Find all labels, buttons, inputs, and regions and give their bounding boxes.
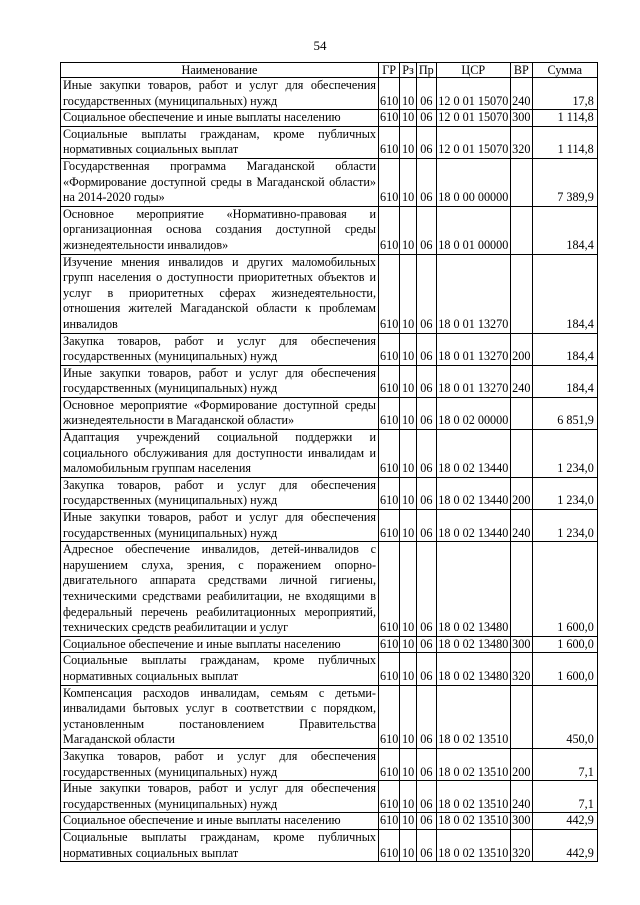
- cell-rz: 10: [400, 636, 417, 653]
- cell-sum: 1 600,0: [532, 653, 597, 685]
- cell-pr: 06: [416, 477, 436, 509]
- cell-vr: 200: [510, 477, 532, 509]
- cell-rz: 10: [400, 126, 417, 158]
- cell-rz: 10: [400, 813, 417, 830]
- table-row: [61, 685, 598, 748]
- cell-rz: 10: [400, 477, 417, 509]
- cell-csr: 18 0 02 13510: [436, 813, 510, 830]
- cell-name: Изучение мнения инвалидов и других маломобильных групп населения о доступности приоритетных объектов и услуг в приоритетных сферах жизнедеятельности, отношения жителей Магаданской области к проблемам инвалидов: [61, 254, 379, 333]
- cell-sum: 7,1: [532, 781, 597, 813]
- cell-name: Иные закупки товаров, работ и услуг для обеспечения государственных (муниципальных) нужд: [61, 78, 379, 110]
- cell-name: Государственная программа Магаданской области «Формирование доступной среды в Магаданской области» на 2014-2020 годы»: [61, 158, 379, 206]
- table-row: [61, 158, 598, 206]
- cell-pr: 06: [416, 78, 436, 110]
- cell-gr: 610: [379, 636, 400, 653]
- cell-gr: 610: [379, 110, 400, 127]
- header-rz: Рз: [400, 63, 417, 78]
- cell-rz: 10: [400, 685, 417, 748]
- cell-vr: 240: [510, 781, 532, 813]
- cell-sum: 450,0: [532, 685, 597, 748]
- cell-csr: 12 0 01 15070: [436, 126, 510, 158]
- cell-pr: 06: [416, 685, 436, 748]
- cell-csr: 18 0 01 13270: [436, 254, 510, 333]
- cell-sum: 1 234,0: [532, 510, 597, 542]
- cell-gr: 610: [379, 158, 400, 206]
- cell-sum: 7,1: [532, 748, 597, 780]
- table-row: [61, 397, 598, 429]
- cell-vr: [510, 254, 532, 333]
- table-row: [61, 477, 598, 509]
- cell-rz: 10: [400, 110, 417, 127]
- cell-pr: 06: [416, 126, 436, 158]
- table-row: [61, 636, 598, 653]
- header-gr: ГР: [379, 63, 400, 78]
- cell-rz: 10: [400, 430, 417, 478]
- cell-csr: 18 0 02 13510: [436, 685, 510, 748]
- table-row: [61, 254, 598, 333]
- cell-rz: 10: [400, 781, 417, 813]
- table-row: [61, 126, 598, 158]
- cell-rz: 10: [400, 653, 417, 685]
- cell-gr: 610: [379, 397, 400, 429]
- cell-rz: 10: [400, 397, 417, 429]
- cell-vr: 300: [510, 813, 532, 830]
- cell-vr: [510, 206, 532, 254]
- cell-rz: 10: [400, 542, 417, 637]
- cell-name: Иные закупки товаров, работ и услуг для обеспечения государственных (муниципальных) нужд: [61, 365, 379, 397]
- cell-rz: 10: [400, 254, 417, 333]
- cell-vr: 320: [510, 829, 532, 861]
- cell-csr: 12 0 01 15070: [436, 110, 510, 127]
- cell-rz: 10: [400, 748, 417, 780]
- cell-csr: 18 0 01 13270: [436, 333, 510, 365]
- cell-csr: 18 0 02 13480: [436, 542, 510, 637]
- cell-rz: 10: [400, 158, 417, 206]
- cell-pr: 06: [416, 781, 436, 813]
- cell-gr: 610: [379, 126, 400, 158]
- cell-csr: 12 0 01 15070: [436, 78, 510, 110]
- cell-vr: [510, 158, 532, 206]
- cell-gr: 610: [379, 365, 400, 397]
- table-row: [61, 813, 598, 830]
- cell-gr: 610: [379, 430, 400, 478]
- cell-csr: 18 0 02 13440: [436, 510, 510, 542]
- cell-name: Социальное обеспечение и иные выплаты населению: [61, 110, 379, 127]
- table-row: [61, 542, 598, 637]
- table-row: [61, 781, 598, 813]
- cell-sum: 1 114,8: [532, 126, 597, 158]
- table-row: [61, 206, 598, 254]
- cell-rz: 10: [400, 78, 417, 110]
- cell-vr: 240: [510, 365, 532, 397]
- table-row: [61, 748, 598, 780]
- cell-gr: 610: [379, 781, 400, 813]
- cell-rz: 10: [400, 510, 417, 542]
- cell-csr: 18 0 02 00000: [436, 397, 510, 429]
- table-row: [61, 430, 598, 478]
- cell-csr: 18 0 02 13510: [436, 748, 510, 780]
- cell-sum: 1 600,0: [532, 542, 597, 637]
- budget-table: [60, 62, 598, 862]
- cell-vr: [510, 542, 532, 637]
- cell-csr: 18 0 01 13270: [436, 365, 510, 397]
- cell-pr: 06: [416, 110, 436, 127]
- cell-sum: 184,4: [532, 206, 597, 254]
- cell-sum: 7 389,9: [532, 158, 597, 206]
- cell-sum: 184,4: [532, 365, 597, 397]
- cell-csr: 18 0 02 13440: [436, 430, 510, 478]
- cell-name: Социальные выплаты гражданам, кроме публичных нормативных социальных выплат: [61, 829, 379, 861]
- cell-sum: 442,9: [532, 813, 597, 830]
- cell-sum: 6 851,9: [532, 397, 597, 429]
- cell-csr: 18 0 01 00000: [436, 206, 510, 254]
- cell-pr: 06: [416, 365, 436, 397]
- cell-gr: 610: [379, 333, 400, 365]
- cell-pr: 06: [416, 653, 436, 685]
- table-row: [61, 365, 598, 397]
- cell-vr: [510, 430, 532, 478]
- cell-pr: 06: [416, 158, 436, 206]
- cell-gr: 610: [379, 685, 400, 748]
- cell-gr: 610: [379, 477, 400, 509]
- cell-csr: 18 0 02 13480: [436, 636, 510, 653]
- cell-gr: 610: [379, 206, 400, 254]
- table-row: [61, 110, 598, 127]
- cell-name: Социальное обеспечение и иные выплаты населению: [61, 813, 379, 830]
- cell-vr: 240: [510, 510, 532, 542]
- cell-pr: 06: [416, 813, 436, 830]
- cell-vr: 300: [510, 636, 532, 653]
- cell-csr: 18 0 00 00000: [436, 158, 510, 206]
- cell-sum: 17,8: [532, 78, 597, 110]
- cell-pr: 06: [416, 636, 436, 653]
- cell-pr: 06: [416, 829, 436, 861]
- cell-pr: 06: [416, 510, 436, 542]
- cell-sum: 1 234,0: [532, 430, 597, 478]
- cell-vr: [510, 685, 532, 748]
- header-sum: Сумма: [532, 63, 597, 78]
- table-row: [61, 653, 598, 685]
- cell-vr: 320: [510, 653, 532, 685]
- table-row: [61, 829, 598, 861]
- cell-gr: 610: [379, 829, 400, 861]
- cell-rz: 10: [400, 829, 417, 861]
- cell-pr: 06: [416, 397, 436, 429]
- cell-gr: 610: [379, 813, 400, 830]
- cell-sum: 442,9: [532, 829, 597, 861]
- header-csr: ЦСР: [436, 63, 510, 78]
- cell-name: Социальные выплаты гражданам, кроме публичных нормативных социальных выплат: [61, 126, 379, 158]
- cell-pr: 06: [416, 430, 436, 478]
- cell-sum: 1 114,8: [532, 110, 597, 127]
- cell-vr: 200: [510, 333, 532, 365]
- cell-vr: 200: [510, 748, 532, 780]
- cell-name: Иные закупки товаров, работ и услуг для обеспечения государственных (муниципальных) нужд: [61, 510, 379, 542]
- cell-pr: 06: [416, 206, 436, 254]
- cell-name: Закупка товаров, работ и услуг для обеспечения государственных (муниципальных) нужд: [61, 477, 379, 509]
- cell-name: Основное мероприятие «Нормативно-правовая и организационная основа создания доступной среды жизнедеятельности инвалидов»: [61, 206, 379, 254]
- header-name: Наименование: [61, 63, 379, 78]
- cell-name: Закупка товаров, работ и услуг для обеспечения государственных (муниципальных) нужд: [61, 748, 379, 780]
- cell-name: Адресное обеспечение инвалидов, детей-инвалидов с нарушением слуха, зрения, с поражением опорно-двигательного аппарата средствами личной гигиены, техническими средствами реабилитации, не входящими в федеральный перечень реабилитационных мероприятий, технических средств реабилитации и услуг: [61, 542, 379, 637]
- cell-name: Основное мероприятие «Формирование доступной среды жизнедеятельности в Магаданской области»: [61, 397, 379, 429]
- header-pr: Пр: [416, 63, 436, 78]
- cell-csr: 18 0 02 13440: [436, 477, 510, 509]
- cell-gr: 610: [379, 78, 400, 110]
- cell-pr: 06: [416, 748, 436, 780]
- cell-csr: 18 0 02 13510: [436, 829, 510, 861]
- cell-gr: 610: [379, 254, 400, 333]
- cell-vr: [510, 397, 532, 429]
- cell-vr: 320: [510, 126, 532, 158]
- cell-sum: 184,4: [532, 254, 597, 333]
- cell-sum: 1 234,0: [532, 477, 597, 509]
- cell-gr: 610: [379, 510, 400, 542]
- cell-gr: 610: [379, 748, 400, 780]
- cell-name: Социальное обеспечение и иные выплаты населению: [61, 636, 379, 653]
- cell-name: Иные закупки товаров, работ и услуг для обеспечения государственных (муниципальных) нужд: [61, 781, 379, 813]
- cell-rz: 10: [400, 365, 417, 397]
- cell-name: Компенсация расходов инвалидам, семьям с детьми-инвалидами бытовых услуг в соответствии с порядком, установленным постановлением Правительства Магаданской области: [61, 685, 379, 748]
- cell-vr: 300: [510, 110, 532, 127]
- page-number: 54: [313, 38, 327, 53]
- cell-sum: 1 600,0: [532, 636, 597, 653]
- cell-pr: 06: [416, 542, 436, 637]
- table-row: [61, 510, 598, 542]
- cell-rz: 10: [400, 206, 417, 254]
- table-row: [61, 78, 598, 110]
- table-header-row: [61, 63, 598, 78]
- cell-pr: 06: [416, 254, 436, 333]
- cell-csr: 18 0 02 13480: [436, 653, 510, 685]
- cell-name: Социальные выплаты гражданам, кроме публичных нормативных социальных выплат: [61, 653, 379, 685]
- cell-pr: 06: [416, 333, 436, 365]
- table-row: [61, 333, 598, 365]
- cell-gr: 610: [379, 542, 400, 637]
- cell-name: Адаптация учреждений социальной поддержки и социального обслуживания для доступности инвалидам и маломобильным группам населения: [61, 430, 379, 478]
- cell-sum: 184,4: [532, 333, 597, 365]
- cell-gr: 610: [379, 653, 400, 685]
- header-vr: ВР: [510, 63, 532, 78]
- cell-csr: 18 0 02 13510: [436, 781, 510, 813]
- cell-vr: 240: [510, 78, 532, 110]
- cell-name: Закупка товаров, работ и услуг для обеспечения государственных (муниципальных) нужд: [61, 333, 379, 365]
- cell-rz: 10: [400, 333, 417, 365]
